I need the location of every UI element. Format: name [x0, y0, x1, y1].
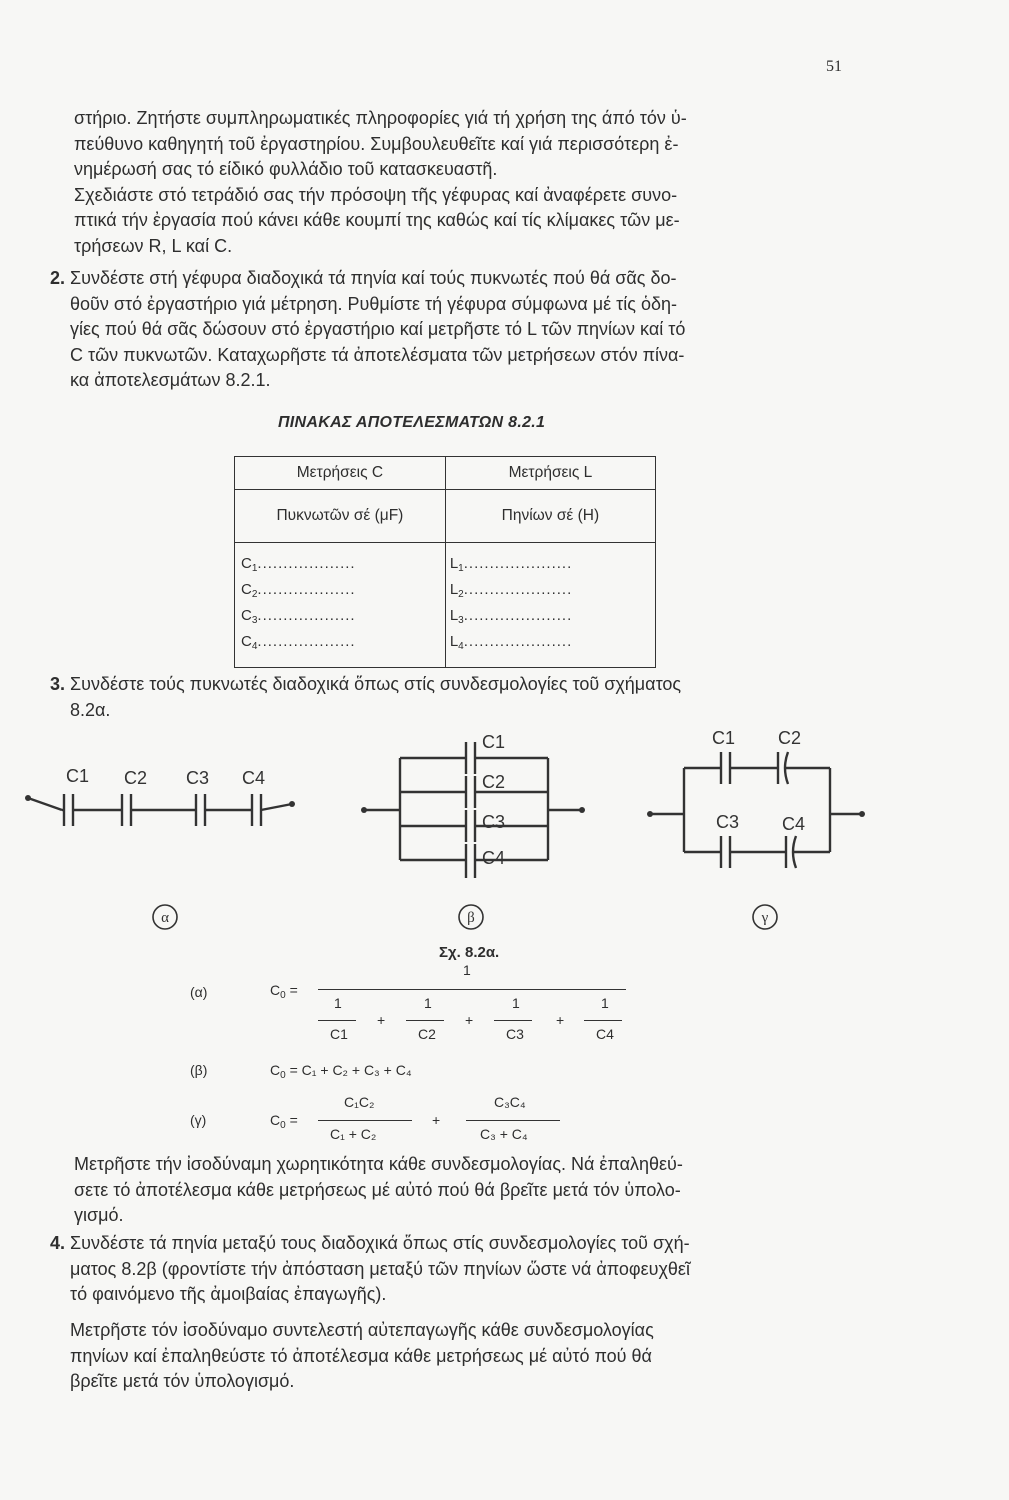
text-line: κα ἀποτελεσμάτων 8.2.1.	[70, 370, 271, 390]
cap-label: C1	[712, 728, 736, 748]
results-table	[234, 456, 656, 668]
table-row: $L_2$.....................	[449, 581, 573, 600]
figure-caption: Σχ. 8.2α.	[439, 944, 500, 961]
fraction-bar	[584, 1020, 622, 1021]
step-3	[50, 672, 870, 723]
col-header-c: Μετρήσεις C	[235, 457, 446, 490]
formula-label-c: (γ)	[190, 1112, 207, 1128]
fraction-bar	[318, 1020, 356, 1021]
plus: +	[465, 1012, 474, 1028]
figure-label-c	[750, 902, 780, 932]
text-line: Σχεδιάστε στό τετράδιό σας τήν πρόσοψη τῆς γέφυρας καί ἀναφέρετε συνο-	[74, 184, 678, 205]
plus: +	[432, 1112, 441, 1128]
numerator-one: 1	[463, 962, 471, 978]
denominator: C₃ + C₄	[480, 1126, 528, 1142]
capacitor-values	[235, 543, 446, 668]
text-line: βρεῖτε μετά τόν ὑπολογισμό.	[70, 1371, 295, 1391]
circuit-parallel	[340, 728, 600, 893]
text-line: νημέρωσή σας τό είδικό φυλλάδιο τοῦ κατασκευαστῆ.	[74, 159, 498, 179]
circuit-mixed	[640, 722, 880, 882]
closing-paragraph	[70, 1318, 870, 1395]
page-number: 51	[826, 58, 842, 75]
table-row: $C_3$...................	[241, 607, 356, 626]
text-line: Συνδέστε τούς πυκνωτές διαδοχικά ὅπως στίς συνδεσμολογίες τοῦ σχήματος	[70, 674, 682, 694]
cap-label: C4	[782, 814, 806, 834]
cap-label: C4	[242, 768, 266, 788]
terminal	[289, 801, 295, 807]
c0-a: $C_0$ =	[270, 982, 298, 1001]
step-number: 3.	[50, 674, 66, 694]
term-num: 1	[512, 995, 520, 1011]
term-den: C1	[330, 1026, 348, 1042]
text-line: Συνδέστε στή γέφυρα διαδοχικά τά πηνία καί τούς πυκνωτές πού θά σᾶς δο-	[70, 268, 677, 288]
fraction-bar	[466, 1120, 560, 1121]
step-number: 2.	[50, 268, 66, 288]
numerator: C₃C₄	[494, 1094, 526, 1110]
formula-label-a: (α)	[190, 984, 208, 1000]
svg-text:α: α	[161, 910, 169, 926]
term-den: C4	[596, 1026, 614, 1042]
step-2	[50, 266, 870, 394]
plus: +	[556, 1012, 565, 1028]
text-line: Μετρῆστε τήν ἰσοδύναμη χωρητικότητα κάθε συνδεσμολογίας. Νά ἐπαληθεύ-	[74, 1154, 683, 1174]
text-line: σετε τό ἀποτέλεσμα κάθε μετρήσεως μέ αὐτό πού θά βρεῖτε μετά τόν ὑπολο-	[74, 1179, 681, 1200]
fraction-bar	[318, 989, 626, 990]
table-row: $L_3$.....................	[449, 607, 573, 626]
text-line: θοῦν στό ἐργαστήριο γιά μέτρηση. Ρυθμίστε τή γέφυρα σύμφωνα μέ τίς ὁδη-	[70, 293, 677, 314]
text-line: 8.2α.	[70, 699, 111, 720]
cap-label: C2	[482, 772, 506, 792]
cap-label: C4	[482, 848, 506, 868]
term-num: 1	[601, 995, 609, 1011]
text-line: στήριο. Ζητήστε συμπληρωματικές πληροφορίες γιά τή χρήση της άπό τόν ὑ-	[74, 108, 687, 128]
text-line: ματος 8.2β (φροντίστε τήν ἀπόσταση μεταξύ τῶν πηνίων ὥστε νά ἀποφευχθεῖ	[70, 1258, 690, 1279]
fraction-bar	[494, 1020, 532, 1021]
c0-c: $C_0$ =	[270, 1112, 298, 1131]
cap-label: C3	[482, 812, 506, 832]
col-header-l: Μετρήσεις L	[445, 457, 655, 490]
col-unit-l: Πηνίων σέ (Η)	[445, 490, 655, 543]
numerator: C₁C₂	[344, 1094, 375, 1110]
cap-label: C3	[716, 812, 740, 832]
fraction-bar	[318, 1120, 412, 1121]
cap-label: C2	[124, 768, 148, 788]
figure-label-a	[150, 902, 180, 932]
text-line: πεύθυνο καθηγητή τοῦ ἐργαστηρίου. Συμβουλευθεῖτε καί γιά περισσότερη ἐ-	[74, 133, 679, 154]
table-row: $C_1$...................	[241, 555, 356, 574]
plus: +	[377, 1012, 386, 1028]
term-den: C3	[506, 1026, 524, 1042]
svg-text:β: β	[467, 910, 475, 926]
cap-label: C2	[778, 728, 802, 748]
circuit-series	[20, 760, 310, 840]
term-num: 1	[334, 995, 342, 1011]
table-title: ΠΙΝΑΚΑΣ ΑΠΟΤΕΛΕΣΜΑΤΩΝ 8.2.1	[278, 414, 546, 431]
cap-label: C3	[186, 768, 210, 788]
paragraph-after-figure	[74, 1152, 864, 1229]
text-line: γισμό.	[74, 1205, 124, 1225]
fraction-bar	[406, 1020, 444, 1021]
text-line: γίες πού θά σᾶς δώσουν στό ἐργαστήριο καί μετρῆστε τό L τῶν πηνίων καί τό	[70, 319, 686, 339]
svg-text:γ: γ	[761, 910, 769, 926]
table-row: $C_4$...................	[241, 633, 356, 652]
figure-label-b	[456, 902, 486, 932]
inductor-values	[445, 543, 655, 668]
cap-label: C1	[66, 766, 90, 786]
formula-label-b: (β)	[190, 1062, 208, 1078]
text-line: Συνδέστε τά πηνία μεταξύ τους διαδοχικά ὅπως στίς συνδεσμολογίες τοῦ σχή-	[70, 1233, 690, 1253]
text-line: πτικά τήν ἐργασία πού κάνει κάθε κουμπί της καθώς καί τίς κλίμακες τῶν με-	[74, 210, 680, 230]
intro-paragraph	[74, 106, 864, 259]
term-num: 1	[424, 995, 432, 1011]
wire	[28, 798, 62, 810]
col-unit-c: Πυκνωτῶν σέ (μF)	[235, 490, 446, 543]
denominator: C₁ + C₂	[330, 1126, 377, 1142]
text-line: τό φαινόμενο τῆς ἀμοιβαίας ἐπαγωγῆς).	[70, 1284, 387, 1304]
cap-label: C1	[482, 732, 506, 752]
terminal	[25, 795, 31, 801]
text-line: τρήσεων R, L καί C.	[74, 235, 233, 256]
table-row: $C_2$...................	[241, 581, 356, 600]
formula-b: $C_0 = C_1 + C_2 + C_3 + C_4$	[270, 1062, 412, 1081]
text-line: Μετρῆστε τόν ἰσοδύναμο συντελεστή αὐτεπαγωγῆς κάθε συνδεσμολογίας	[70, 1320, 654, 1340]
table-row: $L_1$.....................	[449, 555, 573, 574]
text-line: C τῶν πυκνωτῶν. Καταχωρῆστε τά ἀποτελέσματα τῶν μετρήσεων στόν πίνα-	[70, 344, 685, 365]
text-line: πηνίων καί ἐπαληθεύστε τό ἀποτέλεσμα κάθε μετρήσεως μέ αὐτό πού θά	[70, 1345, 652, 1366]
term-den: C2	[418, 1026, 436, 1042]
table-row: $L_4$.....................	[449, 633, 573, 652]
step-number: 4.	[50, 1233, 66, 1253]
step-4	[50, 1231, 870, 1308]
